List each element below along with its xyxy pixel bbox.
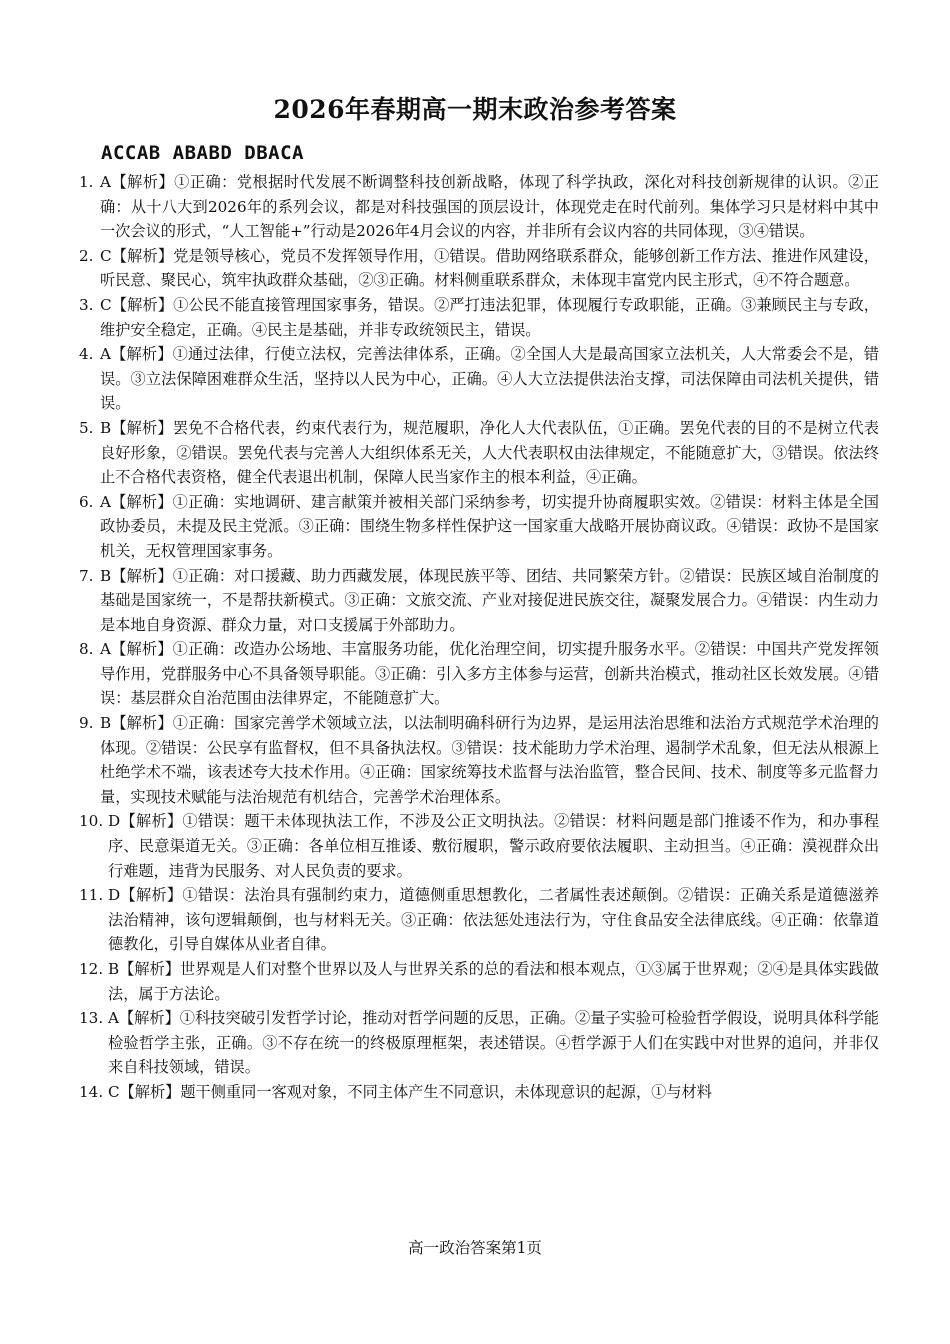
- item-number: 12.: [79, 960, 104, 978]
- answer-item: [79, 637, 879, 711]
- item-explanation: B【解析】世界观是人们对整个世界以及人与世界关系的总的看法和根本观点，①③属于世界观；②④是具体实践做法，属于方法论。: [108, 960, 879, 1003]
- answer-item: [79, 490, 879, 564]
- answer-item: [79, 342, 879, 416]
- item-explanation: D【解析】①错误：题干未体现执法工作，不涉及公正文明执法。②错误：材料问题是部门推诿不作为，和办事程序、民意渠道无关。③正确：各单位相互推诿、敷衍履职，警示政府要依法履职、主动担当。④正确：漠视群众出行难题，违背为民服务、对人民负责的要求。: [108, 812, 879, 880]
- page-title: 2026年春期高一期末政治参考答案: [273, 95, 677, 124]
- item-number: 9.: [79, 714, 94, 733]
- item-number: 10.: [79, 812, 104, 831]
- answer-item: [79, 1006, 879, 1080]
- item-number: 3.: [79, 295, 94, 314]
- item-explanation: A【解析】①科技突破引发哲学讨论，推动对哲学问题的反思，正确。②量子实验可检验哲学假设，说明具体科学能检验哲学主张，正确。③不存在统一的终极原理框架，表述错误。④哲学源于人们在实践中对世界的追问，并非仅来自科技领域，错误。: [108, 1009, 879, 1077]
- answer-item: [79, 170, 879, 244]
- item-explanation: A【解析】①通过法律，行使立法权，完善法律体系，正确。②全国人大是最高国家立法机关，人大常委会不是，错误。③立法保障困难群众生活，坚持以人民为中心，正确。④人大立法提供法治支撑，司法保障由司法机关提供，错误。: [100, 345, 879, 413]
- item-explanation: D【解析】①错误：法治具有强制约束力，道德侧重思想教化，二者属性表述颠倒。②错误：正确关系是道德滋养法治精神，该句逻辑颠倒，也与材料无关。③正确：依法惩处违法行为，守住食品安全法律底线。④正确：依靠道德教化，引导自媒体从业者自律。: [108, 886, 879, 954]
- item-explanation: B【解析】①正确：国家完善学术领域立法，以法制明确科研行为边界，是运用法治思维和法治方式规范学术治理的体现。②错误：公民享有监督权，但不具备执法权。③错误：技术能助力学术治理、遏制学术乱象，但无法从根源上杜绝学术不端，该表述夸大技术作用。④正确：国家统筹技术监督与法治监管，整合民间、技术、制度等多元监督力量，实现技术赋能与法治规范有机结合，完善学术治理体系。: [100, 714, 879, 806]
- item-explanation: C【解析】①公民不能直接管理国家事务，错误。②严打违法犯罪，体现履行专政职能，正确。③兼顾民主与专政，维护安全稳定，正确。④民主是基础，并非专政统领民主，错误。: [100, 295, 879, 339]
- item-explanation: B【解析】①正确：对口援藏、助力西藏发展，体现民族平等、团结、共同繁荣方针。②错误：民族区域自治制度的基础是国家统一，不是帮扶新模式。③正确：文旅交流、产业对接促进民族交往，凝聚发展合力。④错误：内生动力是本地自身资源、群众力量，对口支援属于外部助力。: [100, 566, 879, 634]
- item-number: 7.: [79, 566, 94, 585]
- item-explanation: B【解析】罢免不合格代表，约束代表行为，规范履职，净化人大代表队伍，①正确。罢免代表的目的不是树立代表良好形象，②错误。罢免代表与完善人大组织体系无关，人大代表职权由法律规定，不能随意扩大，③错误。依法终止不合格代表资格，健全代表退出机制，保障人民当家作主的根本利益，④正确。: [100, 418, 879, 487]
- item-explanation: A【解析】①正确：改造办公场地、丰富服务功能，优化治理空间，切实提升服务水平。②错误：中国共产党发挥领导作用，党群服务中心不具备领导职能。③正确：引入多方主体参与运营，创新共治模式，推动社区长效发展。④错误：基层群众自治范围由法律界定，不能随意扩大。: [100, 640, 879, 708]
- item-number: 4.: [79, 345, 94, 364]
- answer-item: [79, 809, 879, 883]
- answer-item: [79, 293, 879, 342]
- explanation-list: [79, 170, 879, 1105]
- item-explanation: C【解析】题干侧重同一客观对象，不同主体产生不同意识，未体现意识的起源，①与材料: [108, 1082, 712, 1101]
- item-number: 6.: [79, 492, 94, 511]
- answer-item: [79, 244, 879, 293]
- item-number: 1.: [79, 173, 94, 191]
- answer-item: [79, 711, 879, 809]
- item-number: 5.: [79, 418, 94, 437]
- page-footer: 高一政治答案第1页: [408, 1239, 542, 1257]
- answer-item: [79, 883, 879, 957]
- answer-item: [79, 564, 879, 638]
- item-explanation: C【解析】党是领导核心，党员不发挥领导作用，①错误。借助网络联系群众，能够创新工作方法、推进作风建设，听民意、聚民心，筑牢执政群众基础，②③正确。材料侧重联系群众，未体现丰富党内民主形式，④不符合题意。: [100, 246, 879, 290]
- item-explanation: A【解析】①正确：实地调研、建言献策并被相关部门采纳参考，切实提升协商履职实效。②错误：材料主体是全国政协委员，未提及民主党派。③正确：围绕生物多样性保护这一国家重大战略开展协商议政。④错误：政协不是国家机关，无权管理国家事务。: [100, 492, 879, 560]
- item-number: 11.: [79, 886, 104, 905]
- answer-item: [79, 416, 879, 490]
- item-number: 13.: [79, 1009, 104, 1028]
- item-explanation: A【解析】①正确：党根据时代发展不断调整科技创新战略，体现了科学执政，深化对科技创新规律的认识。②正确：从十八大到2026年的系列会议，都是对科技强国的顶层设计，体现党走在时代前列。集体学习只是材料中其中一次会议的形式，“人工智能+”行动是2026年4月会议的内容，并非所有会议内容的共同体现，③④错误。: [100, 173, 879, 241]
- answer-item: [79, 1080, 879, 1105]
- answer-key-line: ACCAB ABABD DBACA: [101, 142, 304, 164]
- item-number: 14.: [79, 1082, 104, 1101]
- answer-item: [79, 957, 879, 1006]
- item-number: 2.: [79, 246, 94, 265]
- item-number: 8.: [79, 640, 94, 659]
